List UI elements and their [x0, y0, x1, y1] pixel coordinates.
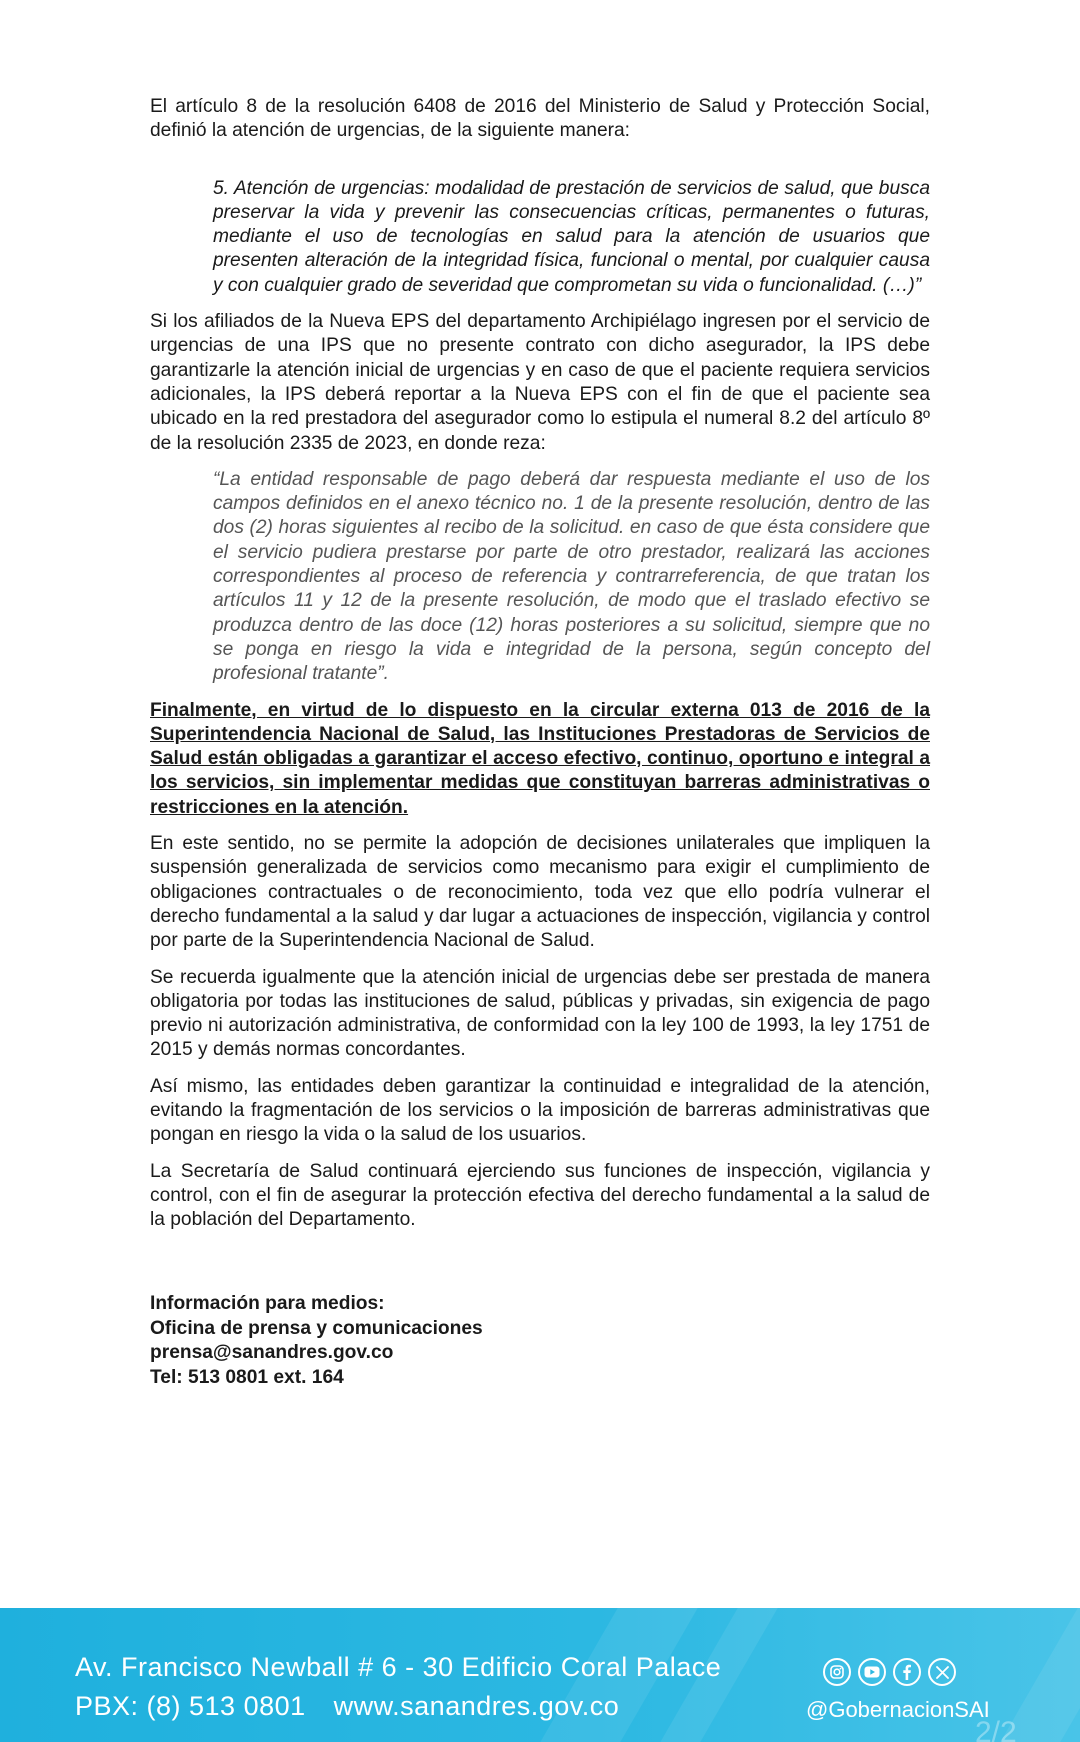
- youtube-icon[interactable]: [858, 1658, 886, 1686]
- contact-phone: Tel: 513 0801 ext. 164: [150, 1366, 344, 1388]
- social-icons: [823, 1658, 956, 1686]
- footer-banner: [0, 1608, 1080, 1742]
- contact-email[interactable]: prensa@sanandres.gov.co: [150, 1342, 394, 1364]
- social-handle[interactable]: @GobernacionSAI: [806, 1697, 990, 1722]
- facebook-icon[interactable]: [893, 1658, 921, 1686]
- footer-address: Av. Francisco Newball # 6 - 30 Edificio Coral Palace: [75, 1652, 722, 1682]
- paragraph-atencion-inicial: Se recuerda igualmente que la atención inicial de urgencias debe ser prestada de manera obligatoria por todas las instituciones de salud, públicas y privadas, sin exigencia de pago previo ni autorización administrativa, de conformidad con la ley 100 de 1993, la ley 1751 de 2015 y demás normas concordantes.: [150, 966, 930, 1061]
- footer-website-link[interactable]: www.sanandres.gov.co: [333, 1691, 620, 1721]
- footer-pbx: PBX: (8) 513 0801: [75, 1691, 306, 1721]
- paragraph-nueva-eps: Si los afiliados de la Nueva EPS del departamento Archipiélago ingresen por el servicio de urgencias de una IPS que no presente contrato con dicho asegurador, la IPS debe garantizarle la atención inicial de urgencias y en caso de que el paciente requiera servicios adicionales, la IPS deberá reportar a la Nueva EPS con el fin de que el paciente sea ubicado en la red prestadora del asegurador como lo estipula el numeral 8.2 del artículo 8º de la resolución 2335 de 2023, en donde reza:: [150, 311, 930, 454]
- contact-heading: Información para medios:: [150, 1293, 385, 1315]
- instagram-icon[interactable]: [823, 1658, 851, 1686]
- footer-contact-line: [75, 1691, 619, 1722]
- paragraph-resolucion-6408: El artículo 8 de la resolución 6408 de 2016 del Ministerio de Salud y Protección Social, definió la atención de urgencias, de la siguiente manera:: [150, 96, 930, 142]
- document-body: [150, 95, 930, 1390]
- paragraph-secretaria-salud: La Secretaría de Salud continuará ejerciendo sus funciones de inspección, vigilancia y control, con el fin de asegurar la protección efectiva del derecho fundamental a la salud de la población del Departamento.: [150, 1160, 930, 1231]
- media-contact: [150, 1292, 930, 1390]
- quote-atencion-urgencias: 5. Atención de urgencias: modalidad de prestación de servicios de salud, que busca preservar la vida y prevenir las consecuencias críticas, permanentes o futuras, mediante el uso de tecnologías en salud para la atención de usuarios que presenten alteración de la integridad física, funcional o mental, por cualquier causa y con cualquier grado de severidad que comprometan su vida o funcionalidad. (…)”: [213, 177, 930, 296]
- paragraph-continuidad: Así mismo, las entidades deben garantizar la continuidad e integralidad de la atención, evitando la fragmentación de los servicios o la imposición de barreras administrativas que pongan en riesgo la vida o la salud de los usuarios.: [150, 1075, 930, 1146]
- page-number: 2/2: [975, 1716, 1017, 1742]
- x-icon[interactable]: [928, 1658, 956, 1686]
- paragraph-circular-externa: Finalmente, en virtud de lo dispuesto en la circular externa 013 de 2016 de la Superintendencia Nacional de Salud, las Instituciones Prestadoras de Servicios de Salud están obligadas a garantizar el acceso efectivo, continuo, oportuno e integral a los servicios, sin implementar medidas que constituyan barreras administrativas o restricciones en la atención.: [150, 699, 930, 818]
- quote-resolucion-2335: “La entidad responsable de pago deberá dar respuesta mediante el uso de los campos definidos en el anexo técnico no. 1 de la presente resolución, dentro de las dos (2) horas siguientes al recibo de la solicitud. en caso de que ésta considere que el servicio pudiera prestarse por parte de otro prestador, realizará las acciones correspondientes al proceso de referencia y contrarreferencia, de que tratan los artículos 11 y 12 de la presente resolución, de modo que el traslado efectivo se produzca dentro de las doce (12) horas posteriores a su solicitud, siempre que no se ponga en riesgo la vida e integridad de la persona, según concepto del profesional tratante”.: [213, 468, 930, 685]
- contact-office: Oficina de prensa y comunicaciones: [150, 1317, 483, 1339]
- paragraph-suspension-servicios: En este sentido, no se permite la adopción de decisiones unilaterales que impliquen la suspensión generalizada de servicios como mecanismo para exigir el cumplimiento de obligaciones contractuales o de reconocimiento, toda vez que ello podría vulnerar el derecho fundamental a la salud y dar lugar a actuaciones de inspección, vigilancia y control por parte de la Superintendencia Nacional de Salud.: [150, 833, 930, 952]
